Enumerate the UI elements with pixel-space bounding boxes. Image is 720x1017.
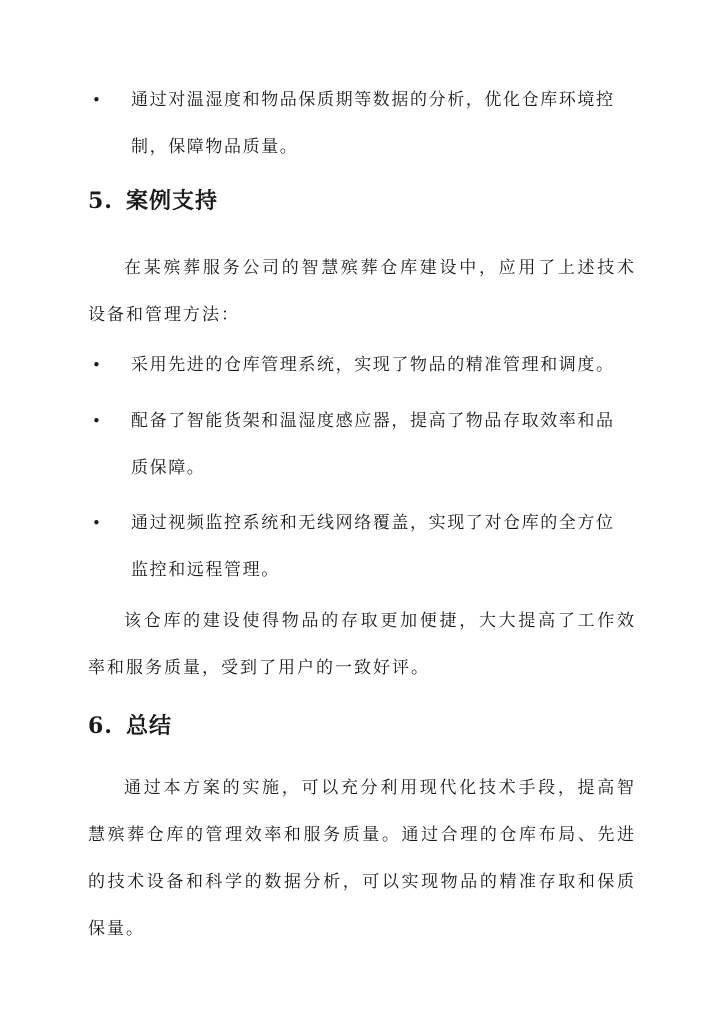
section-title: 案例支持 [126,188,219,214]
section-paragraph: 该仓库的建设使得物品的存取更加便捷，大大提高了工作效率和服务质量，受到了用户的一致好评。 [88,611,636,678]
section-heading-5 [88,186,218,216]
list-item [92,77,624,171]
section-heading-6 [88,711,172,741]
section-number: 5. [88,188,113,214]
section-paragraph: 通过本方案的实施，可以充分利用现代化技术手段，提高智慧殡葬仓库的管理效率和服务质量。通过合理的仓库布局、先进的技术设备和科学的数据分析，可以实现物品的精准存取和保质保量。 [88,778,636,939]
bullet-dot-icon: • [92,356,101,374]
section-paragraph: 在某殡葬服务公司的智慧殡葬仓库建设中，应用了上述技术设备和管理方法： [88,258,636,325]
section-number: 6. [88,713,113,739]
list-item [92,342,624,389]
bullet-dot-icon: • [92,412,101,430]
bullet-text: 通过对温湿度和物品保质期等数据的分析，优化仓库环境控制，保障物品质量。 [131,90,615,157]
bullet-text: 采用先进的仓库管理系统，实现了物品的精准管理和调度。 [131,355,615,375]
list-item [92,500,624,594]
bullet-dot-icon: • [92,91,101,109]
section-title: 总结 [126,713,173,739]
bullet-dot-icon: • [92,514,101,532]
bullet-text: 通过视频监控系统和无线网络覆盖，实现了对仓库的全方位监控和远程管理。 [131,513,615,580]
list-item [92,398,624,492]
bullet-text: 配备了智能货架和温湿度感应器，提高了物品存取效率和品质保障。 [131,411,615,478]
